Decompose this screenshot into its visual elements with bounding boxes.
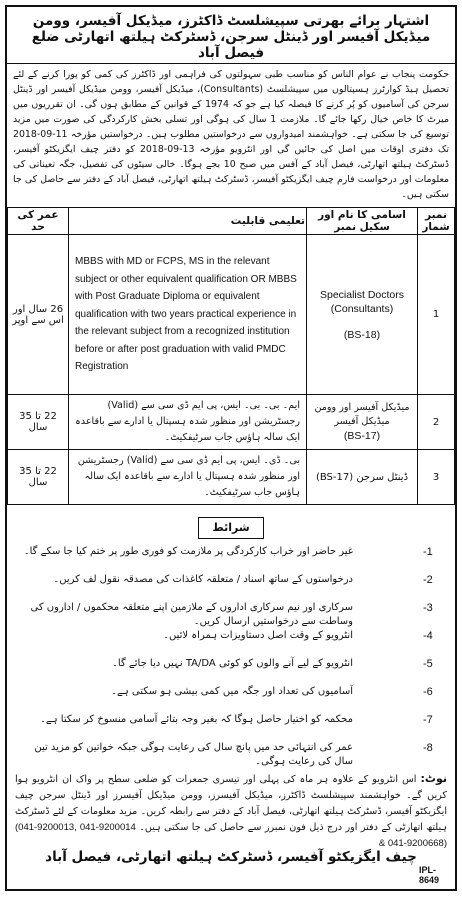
condition-text: غیر حاضر اور خراب کارکردگی پر ملازمت کو فوری طور پر ختم کیا جا سکے گا۔ (23, 546, 353, 557)
condition-text: آسامیوں کی تعداد اور جگہ میں کمی بیشی ہو سکتی ہے۔ (111, 686, 353, 697)
row-post (307, 450, 418, 505)
post-line: (BS-18) (343, 328, 381, 341)
note-paragraph (7, 769, 455, 852)
post-line: (BS-17) (343, 430, 381, 442)
condition-number: -1 (423, 546, 433, 558)
condition-item (7, 573, 455, 601)
conditions-list (7, 545, 455, 769)
note-phones: (041-9200013, 041-9200014 & 041-9200668) (15, 822, 447, 849)
table-header-row (8, 208, 455, 235)
note-label: نوٹ: (420, 772, 447, 785)
condition-item (7, 657, 455, 685)
row-age: 22 تا 35 سال (8, 395, 69, 450)
header-serial: نمبر شمار (418, 208, 455, 235)
condition-text: انٹرویو کے لیے آنے والوں کو کوئی TA/DA نہیں دیا جائے گا۔ (112, 658, 353, 669)
condition-item (7, 629, 455, 657)
condition-number: -3 (423, 602, 433, 614)
row-qualification: MBBS with MD or FCPS, MS in the relevant subject or other equivalent qualification OR MBBS with Post Graduate Diploma or equivalent qualification with two years practical experience in the relevant subject from a recognized institution before or after post graduation with valid PMDC Registration (69, 235, 307, 395)
ad-title: اشتہار برائے بھرتی سپیشلسٹ ڈاکٹرز، میڈیکل آفیسر، وومن میڈیکل آفیسر اور ڈینٹل سرجن، ڈسٹرکٹ ہیلتھ اتھارٹی ضلع فیصل آباد (7, 7, 455, 64)
condition-item (7, 601, 455, 629)
conditions-heading: شرائط (198, 517, 264, 539)
condition-number: -7 (423, 714, 433, 726)
row-serial: 1 (418, 235, 455, 395)
table-row (8, 450, 455, 505)
condition-item (7, 741, 455, 769)
advertisement (5, 5, 457, 891)
condition-item (7, 685, 455, 713)
row-age: 26 سال اور اس سے اوپر (8, 235, 69, 395)
table-row (8, 395, 455, 450)
row-serial: 3 (418, 450, 455, 505)
table-row (8, 235, 455, 395)
condition-text: محکمہ کو اختیار حاصل ہوگا کہ بغیر وجہ بتائے آسامی منسوخ کر سکتا ہے۔ (40, 714, 353, 725)
intro-paragraph: حکومت پنجاب نے عوام الناس کو مناسب طبی سہولتوں کی فراہمی اور ڈاکٹرز کی کمی کو پورا کرنے کے لئے تحصیل ہیڈ کوارٹرز ہسپتالوں میں سپیشلسٹ (Consultants)، میڈیکل آفیسر، وومن میڈیکل آفیسر اور ڈینٹل سرجن کی آسامیوں کو پُر کرنے کا فیصلہ کیا ہے جو کہ 1974 کے قوانین کے مطابق ہوں گی۔ ان تقرریوں میں میرٹ کا خاص خیال رکھا جائے گا۔ ملازمت 1 سال کی ہوگی اور تسلی بخش کارکردگی کی صورت میں مزید توسیع کی جا سکتی ہے۔ خواہشمند امیدواروں سے درخواستیں مطلوب ہیں۔ درخواستیں مؤرخہ 11-09-2018 تک دفتری اوقات میں اصل کی جائیں گی اور انٹرویو مؤرخہ 13-09-2018 کو دفتر چیف ایگزیکٹو آفیسر، ڈسٹرکٹ ہیلتھ اتھارٹی، فیصل آباد کے آفس میں صبح 10 بجے ہوگا۔ خالی سیٹوں کی تفصیل، جگہ تعیناتی کی معلومات اور درخواست فارم چیف ایگزیکٹو آفیسر، ڈسٹرکٹ ہیلتھ اتھارٹی، فیصل آباد کے دفتر سے حاصل کی جا سکتی ہیں۔ (13, 69, 450, 200)
post-line: ڈینٹل سرجن (BS-17) (315, 471, 409, 483)
header-qualification: تعلیمی قابلیت (69, 208, 307, 235)
row-post (307, 235, 418, 395)
condition-text: انٹرویو کے وقت اصل دستاویزات ہمراہ لائیں۔ (163, 630, 353, 641)
condition-number: -6 (423, 686, 433, 698)
row-qualification: بی۔ ڈی۔ ایس، پی ایم ڈی سی سے (Valid) رجسٹریشن اور منظور شدہ ہسپتال یا ادارے سے باقاعدہ ایک سالہ ہاؤس جاب سرٹیفکیٹ۔ (69, 450, 307, 505)
post-line: (Consultants) (330, 302, 394, 315)
condition-item (7, 713, 455, 741)
condition-number: -4 (423, 630, 433, 642)
condition-number: -2 (423, 574, 433, 586)
post-line: میڈیکل آفیسر اور وومن میڈیکل آفیسر (314, 402, 410, 427)
condition-text: سرکاری اور نیم سرکاری اداروں کے ملازمین اپنے متعلقہ محکموں / اداروں کی وساطت سے درخواستیں ارسال کریں۔ (30, 602, 353, 627)
header-post: اسامی کا نام اور سکیل نمبر (307, 208, 418, 235)
row-serial: 2 (418, 395, 455, 450)
note-text: اس انٹرویو کے علاوہ ہر ماہ کی پہلی اور تیسری جمعرات کو ضلعی سطح پر واک ان انٹرویو ہوا کریں گے۔ خواہشمند سپیشلسٹ ڈاکٹرز، میڈیکل آفیسرز، وومن میڈیکل آفیسرز اور ڈینٹل سرجن چیف ایگزیکٹو آفیسر، ڈسٹرکٹ ہیلتھ اتھارٹی، فیصل آباد کے دفتر سے رابطہ کریں۔ مزید معلومات کے لئے ڈسٹرکٹ ہیلتھ اتھارٹی کے دفتر اور درج ذیل فون نمبرز سے حاصل کی جا سکتی ہیں۔ (15, 774, 447, 833)
condition-text: درخواستوں کے ساتھ اسناد / متعلقہ کاغذات کی مصدقہ نقول لف کریں۔ (53, 574, 353, 585)
row-age: 22 تا 35 سال (8, 450, 69, 505)
condition-text: عمر کی انتہائی حد میں پانچ سال کی رعایت ہوگی جبکہ خواتین کو مزید تین سال کی رعایت ہوگی۔ (34, 742, 353, 767)
row-post (307, 395, 418, 450)
footer-signature: چیف ایگزیکٹو آفیسر، ڈسٹرکٹ ہیلتھ اتھارٹی، فیصل آباد (45, 849, 417, 865)
condition-item (7, 545, 455, 573)
posts-table (7, 207, 455, 505)
post-line: Specialist Doctors (319, 288, 405, 301)
header-age: عمر کی حد (8, 208, 69, 235)
condition-number: -5 (423, 658, 433, 670)
row-qualification: ایم۔ بی۔ بی۔ ایس، پی ایم ڈی سی سے (Valid) رجسٹریشن اور منظور شدہ ہسپتال یا ادارے سے باقاعدہ ایک سالہ ہاؤس جاب سرٹیفکیٹ۔ (69, 395, 307, 450)
ipl-number: IPL-8649 (419, 865, 440, 885)
condition-number: -8 (423, 742, 433, 754)
